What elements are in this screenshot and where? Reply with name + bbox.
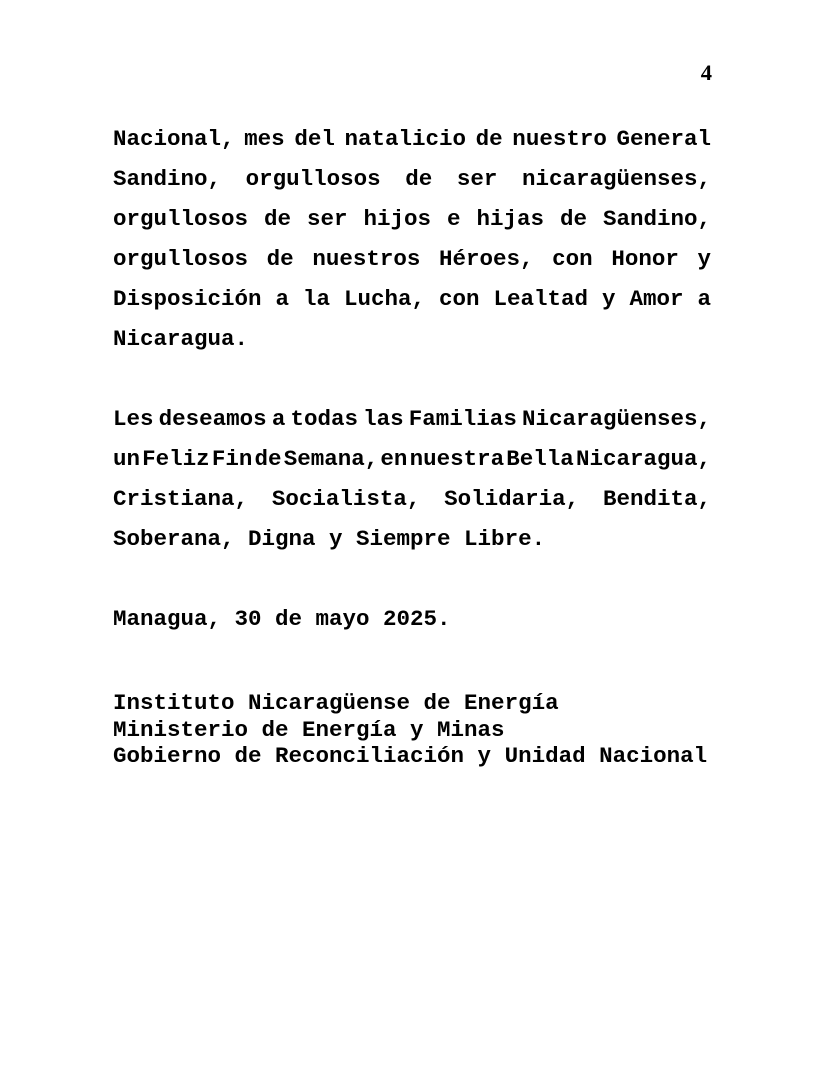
text-line: Gobierno de Reconciliación y Unidad Nacional <box>113 743 708 769</box>
text-line: Sandino, orgullosos de ser nicaragüenses, <box>113 166 711 192</box>
text-line: Soberana, Digna y Siempre Libre. <box>113 526 546 552</box>
text-line: un Feliz Fin de Semana, en nuestra Bella Nicaragua, <box>113 446 711 472</box>
text-line: orgullosos de ser hijos e hijas de Sandino, <box>113 206 711 232</box>
body-paragraph-1 <box>113 119 711 359</box>
text-line: Nicaragua. <box>113 326 249 352</box>
text-line: Les deseamos a todas las Familias Nicaragüenses, <box>113 406 711 432</box>
dateline: Managua, 30 de mayo 2025. <box>113 606 451 632</box>
text-line: Disposición a la Lucha, con Lealtad y Amor a <box>113 286 711 312</box>
text-line: Ministerio de Energía y Minas <box>113 716 505 743</box>
page-number: 4 <box>700 60 712 85</box>
signature-block <box>113 690 773 770</box>
text-line: Cristiana, Socialista, Solidaria, Bendita, <box>113 486 711 512</box>
body-paragraph-2 <box>113 399 711 559</box>
text-line: orgullosos de nuestros Héroes, con Honor y <box>113 246 711 272</box>
text-line: Nacional, mes del natalicio de nuestro General <box>113 126 711 152</box>
text-line: Instituto Nicaragüense de Energía <box>113 690 559 716</box>
